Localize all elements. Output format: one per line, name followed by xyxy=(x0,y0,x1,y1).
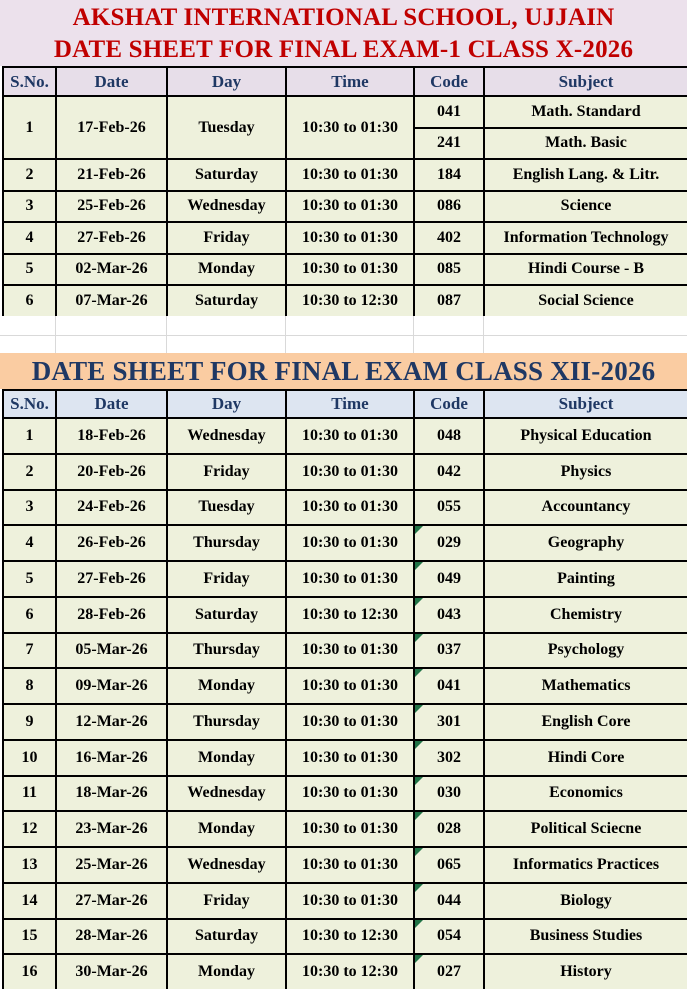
day-cell: Friday xyxy=(167,222,286,254)
table-row xyxy=(3,633,687,669)
code-cell: 085 xyxy=(414,254,484,286)
date-cell: 27-Feb-26 xyxy=(56,222,167,254)
day-cell: Saturday xyxy=(167,597,286,633)
table-row xyxy=(3,525,687,561)
code-cell: 028 xyxy=(414,811,484,847)
column-header-sno: S.No. xyxy=(3,67,56,96)
sno-cell: 4 xyxy=(3,222,56,254)
column-header-date: Date xyxy=(56,390,167,418)
subject-cell: Hindi Course - B xyxy=(484,254,687,286)
sno-cell: 2 xyxy=(3,159,56,191)
time-cell: 10:30 to 01:30 xyxy=(286,561,414,597)
table-row xyxy=(3,704,687,740)
column-header-code: Code xyxy=(414,390,484,418)
green-triangle-error-icon xyxy=(415,812,423,820)
subject-cell: Chemistry xyxy=(484,597,687,633)
date-cell: 24-Feb-26 xyxy=(56,490,167,526)
subject-cell: Painting xyxy=(484,561,687,597)
day-cell: Wednesday xyxy=(167,776,286,812)
code-cell: 055 xyxy=(414,490,484,526)
time-cell: 10:30 to 01:30 xyxy=(286,454,414,490)
time-cell: 10:30 to 01:30 xyxy=(286,668,414,704)
date-cell: 26-Feb-26 xyxy=(56,525,167,561)
date-cell: 28-Mar-26 xyxy=(56,919,167,955)
date-cell: 16-Mar-26 xyxy=(56,740,167,776)
table-header-row xyxy=(3,390,687,418)
column-header-subject: Subject xyxy=(484,390,687,418)
green-triangle-error-icon xyxy=(415,562,423,570)
green-triangle-error-icon xyxy=(415,777,423,785)
column-header-date: Date xyxy=(56,67,167,96)
table-header-row xyxy=(3,67,687,96)
sno-cell: 14 xyxy=(3,883,56,919)
sno-cell: 13 xyxy=(3,847,56,883)
day-cell: Friday xyxy=(167,883,286,919)
faint-gridline xyxy=(285,316,286,353)
subject-cell: English Lang. & Litr. xyxy=(484,159,687,191)
subject-cell: Mathematics xyxy=(484,668,687,704)
table-row xyxy=(3,222,687,254)
date-cell: 25-Feb-26 xyxy=(56,191,167,223)
date-cell: 07-Mar-26 xyxy=(56,285,167,317)
time-cell: 10:30 to 01:30 xyxy=(286,847,414,883)
time-cell: 10:30 to 01:30 xyxy=(286,883,414,919)
day-cell: Monday xyxy=(167,254,286,286)
time-cell: 10:30 to 01:30 xyxy=(286,159,414,191)
day-cell: Thursday xyxy=(167,525,286,561)
green-triangle-error-icon xyxy=(415,741,423,749)
table-row xyxy=(3,96,687,128)
subject-cell: Economics xyxy=(484,776,687,812)
date-cell: 28-Feb-26 xyxy=(56,597,167,633)
table-row xyxy=(3,254,687,286)
sno-cell: 3 xyxy=(3,490,56,526)
green-triangle-error-icon xyxy=(415,848,423,856)
time-cell: 10:30 to 01:30 xyxy=(286,633,414,669)
table-row xyxy=(3,597,687,633)
table-row xyxy=(3,418,687,454)
time-cell: 10:30 to 12:30 xyxy=(286,954,414,989)
day-cell: Friday xyxy=(167,454,286,490)
day-cell: Wednesday xyxy=(167,418,286,454)
date-cell: 02-Mar-26 xyxy=(56,254,167,286)
time-cell: 10:30 to 01:30 xyxy=(286,740,414,776)
subject-cell: Information Technology xyxy=(484,222,687,254)
day-cell: Saturday xyxy=(167,919,286,955)
subject-cell: Biology xyxy=(484,883,687,919)
day-cell: Saturday xyxy=(167,159,286,191)
time-cell: 10:30 to 01:30 xyxy=(286,222,414,254)
day-cell: Tuesday xyxy=(167,490,286,526)
title-block xyxy=(0,0,687,66)
code-cell: 241 xyxy=(414,128,484,160)
date-cell: 09-Mar-26 xyxy=(56,668,167,704)
faint-gridline xyxy=(483,316,484,353)
subject-cell: Accountancy xyxy=(484,490,687,526)
table-row xyxy=(3,668,687,704)
date-cell: 27-Mar-26 xyxy=(56,883,167,919)
time-cell: 10:30 to 01:30 xyxy=(286,254,414,286)
sno-cell: 5 xyxy=(3,254,56,286)
column-header-time: Time xyxy=(286,67,414,96)
date-cell: 27-Feb-26 xyxy=(56,561,167,597)
subject-cell: Physics xyxy=(484,454,687,490)
day-cell: Saturday xyxy=(167,285,286,317)
time-cell: 10:30 to 12:30 xyxy=(286,919,414,955)
sno-cell: 8 xyxy=(3,668,56,704)
time-cell: 10:30 to 01:30 xyxy=(286,418,414,454)
day-cell: Monday xyxy=(167,740,286,776)
time-cell: 10:30 to 01:30 xyxy=(286,96,414,159)
code-cell: 027 xyxy=(414,954,484,989)
date-cell: 30-Mar-26 xyxy=(56,954,167,989)
subject-cell: Science xyxy=(484,191,687,223)
time-cell: 10:30 to 01:30 xyxy=(286,525,414,561)
code-cell: 086 xyxy=(414,191,484,223)
sno-cell: 1 xyxy=(3,418,56,454)
sno-cell: 6 xyxy=(3,597,56,633)
sno-cell: 10 xyxy=(3,740,56,776)
green-triangle-error-icon xyxy=(415,884,423,892)
table-row xyxy=(3,454,687,490)
faint-gridline xyxy=(413,316,414,353)
code-cell: 087 xyxy=(414,285,484,317)
subject-cell: Political Sciecne xyxy=(484,811,687,847)
day-cell: Wednesday xyxy=(167,191,286,223)
column-header-subject: Subject xyxy=(484,67,687,96)
green-triangle-error-icon xyxy=(415,669,423,677)
date-cell: 18-Mar-26 xyxy=(56,776,167,812)
code-cell: 044 xyxy=(414,883,484,919)
faint-gridline xyxy=(55,316,56,353)
date-cell: 17-Feb-26 xyxy=(56,96,167,159)
day-cell: Thursday xyxy=(167,633,286,669)
subject-cell: Math. Basic xyxy=(484,128,687,160)
sno-cell: 5 xyxy=(3,561,56,597)
day-cell: Monday xyxy=(167,954,286,989)
sno-cell: 6 xyxy=(3,285,56,317)
table-row xyxy=(3,847,687,883)
time-cell: 10:30 to 01:30 xyxy=(286,490,414,526)
code-cell: 049 xyxy=(414,561,484,597)
column-header-time: Time xyxy=(286,390,414,418)
sno-cell: 15 xyxy=(3,919,56,955)
day-cell: Wednesday xyxy=(167,847,286,883)
time-cell: 10:30 to 01:30 xyxy=(286,776,414,812)
table-row xyxy=(3,159,687,191)
sno-cell: 12 xyxy=(3,811,56,847)
code-cell: 043 xyxy=(414,597,484,633)
time-cell: 10:30 to 01:30 xyxy=(286,704,414,740)
school-title: AKSHAT INTERNATIONAL SCHOOL, UJJAIN xyxy=(72,4,615,31)
sno-cell: 11 xyxy=(3,776,56,812)
day-cell: Monday xyxy=(167,668,286,704)
exam2-title-banner: DATE SHEET FOR FINAL EXAM CLASS XII-2026 xyxy=(0,353,687,389)
column-header-code: Code xyxy=(414,67,484,96)
sno-cell: 7 xyxy=(3,633,56,669)
subject-cell: Informatics Practices xyxy=(484,847,687,883)
subject-cell: Social Science xyxy=(484,285,687,317)
column-header-day: Day xyxy=(167,67,286,96)
sno-cell: 1 xyxy=(3,96,56,159)
table-row xyxy=(3,490,687,526)
class-xii-date-sheet-table xyxy=(2,389,687,989)
code-cell: 301 xyxy=(414,704,484,740)
table-row xyxy=(3,776,687,812)
column-header-sno: S.No. xyxy=(3,390,56,418)
date-cell: 25-Mar-26 xyxy=(56,847,167,883)
table-row xyxy=(3,919,687,955)
code-cell: 402 xyxy=(414,222,484,254)
table-row xyxy=(3,561,687,597)
code-cell: 054 xyxy=(414,919,484,955)
time-cell: 10:30 to 01:30 xyxy=(286,191,414,223)
subject-cell: Geography xyxy=(484,525,687,561)
green-triangle-error-icon xyxy=(415,526,423,534)
code-cell: 048 xyxy=(414,418,484,454)
code-cell: 041 xyxy=(414,668,484,704)
code-cell: 184 xyxy=(414,159,484,191)
date-cell: 18-Feb-26 xyxy=(56,418,167,454)
date-cell: 05-Mar-26 xyxy=(56,633,167,669)
subject-cell: Hindi Core xyxy=(484,740,687,776)
green-triangle-error-icon xyxy=(415,705,423,713)
green-triangle-error-icon xyxy=(415,634,423,642)
sno-cell: 16 xyxy=(3,954,56,989)
code-cell: 302 xyxy=(414,740,484,776)
sno-cell: 3 xyxy=(3,191,56,223)
day-cell: Monday xyxy=(167,811,286,847)
code-cell: 029 xyxy=(414,525,484,561)
subject-cell: English Core xyxy=(484,704,687,740)
green-triangle-error-icon xyxy=(415,598,423,606)
time-cell: 10:30 to 12:30 xyxy=(286,285,414,317)
time-cell: 10:30 to 01:30 xyxy=(286,811,414,847)
exam1-title: DATE SHEET FOR FINAL EXAM-1 CLASS X-2026 xyxy=(53,36,634,63)
table-row xyxy=(3,740,687,776)
code-cell: 030 xyxy=(414,776,484,812)
table-row xyxy=(3,883,687,919)
sno-cell: 9 xyxy=(3,704,56,740)
table-row xyxy=(3,954,687,989)
table-row xyxy=(3,191,687,223)
date-cell: 20-Feb-26 xyxy=(56,454,167,490)
time-cell: 10:30 to 12:30 xyxy=(286,597,414,633)
table-row xyxy=(3,285,687,317)
sno-cell: 2 xyxy=(3,454,56,490)
date-cell: 23-Mar-26 xyxy=(56,811,167,847)
faint-gridline xyxy=(0,335,687,336)
green-triangle-error-icon xyxy=(415,920,423,928)
code-cell: 042 xyxy=(414,454,484,490)
subject-cell: History xyxy=(484,954,687,989)
green-triangle-error-icon xyxy=(415,955,423,963)
day-cell: Friday xyxy=(167,561,286,597)
day-cell: Tuesday xyxy=(167,96,286,159)
faint-gridline xyxy=(166,316,167,353)
subject-cell: Physical Education xyxy=(484,418,687,454)
subject-cell: Business Studies xyxy=(484,919,687,955)
sno-cell: 4 xyxy=(3,525,56,561)
empty-spreadsheet-rows xyxy=(0,316,687,353)
code-cell: 037 xyxy=(414,633,484,669)
table-row xyxy=(3,811,687,847)
code-cell: 065 xyxy=(414,847,484,883)
date-cell: 12-Mar-26 xyxy=(56,704,167,740)
code-cell: 041 xyxy=(414,96,484,128)
date-cell: 21-Feb-26 xyxy=(56,159,167,191)
subject-cell: Psychology xyxy=(484,633,687,669)
day-cell: Thursday xyxy=(167,704,286,740)
column-header-day: Day xyxy=(167,390,286,418)
class-x-date-sheet-table xyxy=(2,66,687,318)
subject-cell: Math. Standard xyxy=(484,96,687,128)
